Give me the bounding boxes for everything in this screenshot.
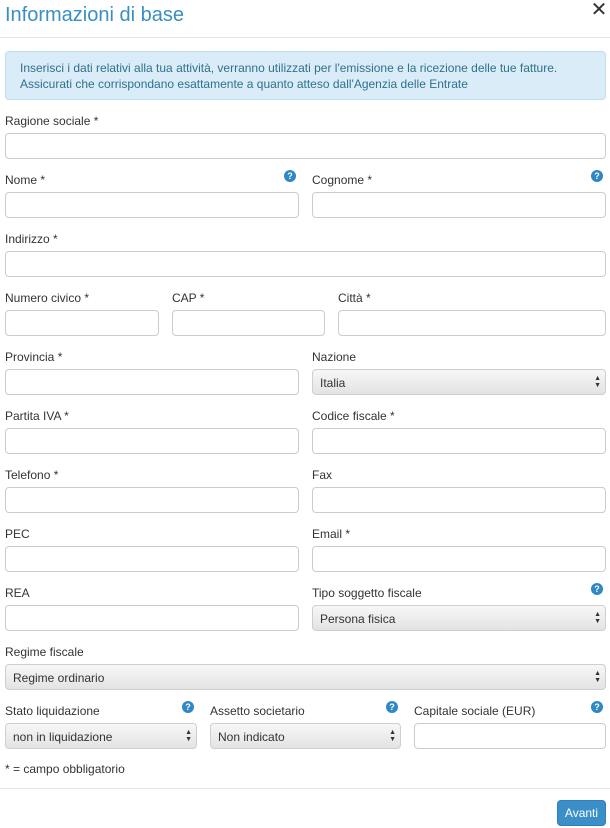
telefono-label: Telefono * <box>5 468 59 482</box>
capitale-sociale-help-icon[interactable]: ? <box>591 701 603 713</box>
email-label: Email * <box>312 527 351 541</box>
select-arrows-icon: ▲ ▼ <box>594 670 601 684</box>
email-input[interactable] <box>312 546 606 572</box>
close-icon[interactable]: ✕ <box>590 0 608 21</box>
cognome-help-icon[interactable]: ? <box>591 170 603 182</box>
stato-liquidazione-help-icon[interactable]: ? <box>182 701 194 713</box>
numero-civico-input[interactable] <box>5 310 159 336</box>
partita-iva-label: Partita IVA * <box>5 409 69 423</box>
stato-liquidazione-label: Stato liquidazione <box>5 704 100 718</box>
select-arrows-icon: ▲ ▼ <box>389 729 396 743</box>
assetto-societario-value: Non indicato <box>218 730 285 744</box>
nazione-label: Nazione <box>312 350 357 364</box>
nome-label: Nome * <box>5 173 46 187</box>
stato-liquidazione-select[interactable] <box>5 723 197 749</box>
modal-header <box>0 0 610 38</box>
regime-fiscale-value: Regime ordinario <box>13 671 105 685</box>
cap-input[interactable] <box>172 310 325 336</box>
rea-input[interactable] <box>5 605 299 631</box>
assetto-societario-label: Assetto societario <box>210 704 305 718</box>
pec-label: PEC <box>5 527 30 541</box>
select-arrows-icon: ▲ ▼ <box>594 611 601 625</box>
numero-civico-label: Numero civico * <box>5 291 90 305</box>
ragione-sociale-label: Ragione sociale * <box>5 114 99 128</box>
codice-fiscale-input[interactable] <box>312 428 606 454</box>
fax-label: Fax <box>312 468 333 482</box>
stato-liquidazione-value: non in liquidazione <box>13 730 113 744</box>
provincia-input[interactable] <box>5 369 299 395</box>
next-button[interactable]: Avanti <box>557 800 606 826</box>
citta-input[interactable] <box>338 310 606 336</box>
rea-label: REA <box>5 586 30 600</box>
nome-input[interactable] <box>5 192 299 218</box>
pec-input[interactable] <box>5 546 299 572</box>
nazione-value: Italia <box>320 376 346 390</box>
tipo-soggetto-select[interactable] <box>312 605 606 631</box>
ragione-sociale-input[interactable] <box>5 133 606 159</box>
required-note: * = campo obbligatorio <box>5 762 125 776</box>
codice-fiscale-label: Codice fiscale * <box>312 409 395 423</box>
nome-help-icon[interactable]: ? <box>284 170 296 182</box>
regime-fiscale-select[interactable] <box>5 664 606 690</box>
capitale-sociale-input[interactable] <box>414 723 606 749</box>
fax-input[interactable] <box>312 487 606 513</box>
cognome-input[interactable] <box>312 192 606 218</box>
select-arrows-icon: ▲ ▼ <box>594 375 601 389</box>
indirizzo-label: Indirizzo * <box>5 232 58 246</box>
assetto-societario-help-icon[interactable]: ? <box>386 701 398 713</box>
capitale-sociale-label: Capitale sociale (EUR) <box>414 704 536 718</box>
cognome-label: Cognome * <box>312 173 373 187</box>
modal-title: Informazioni di base <box>5 4 184 26</box>
assetto-societario-select[interactable] <box>210 723 401 749</box>
tipo-soggetto-help-icon[interactable]: ? <box>591 583 603 595</box>
telefono-input[interactable] <box>5 487 299 513</box>
tipo-soggetto-label: Tipo soggetto fiscale <box>312 586 422 600</box>
nazione-select[interactable] <box>312 369 606 395</box>
partita-iva-input[interactable] <box>5 428 299 454</box>
citta-label: Città * <box>338 291 371 305</box>
regime-fiscale-label: Regime fiscale <box>5 645 84 659</box>
provincia-label: Provincia * <box>5 350 63 364</box>
modal-footer <box>0 788 610 828</box>
indirizzo-input[interactable] <box>5 251 606 277</box>
cap-label: CAP * <box>172 291 205 305</box>
tipo-soggetto-value: Persona fisica <box>320 612 396 626</box>
select-arrows-icon: ▲ ▼ <box>185 729 192 743</box>
info-alert: Inserisci i dati relativi alla tua attività, verranno utilizzati per l'emissione e la ricezione delle tue fatture. Assicurati che corrispondano esattamente a quanto atteso dall'Agenzia delle Entrate <box>5 51 606 100</box>
